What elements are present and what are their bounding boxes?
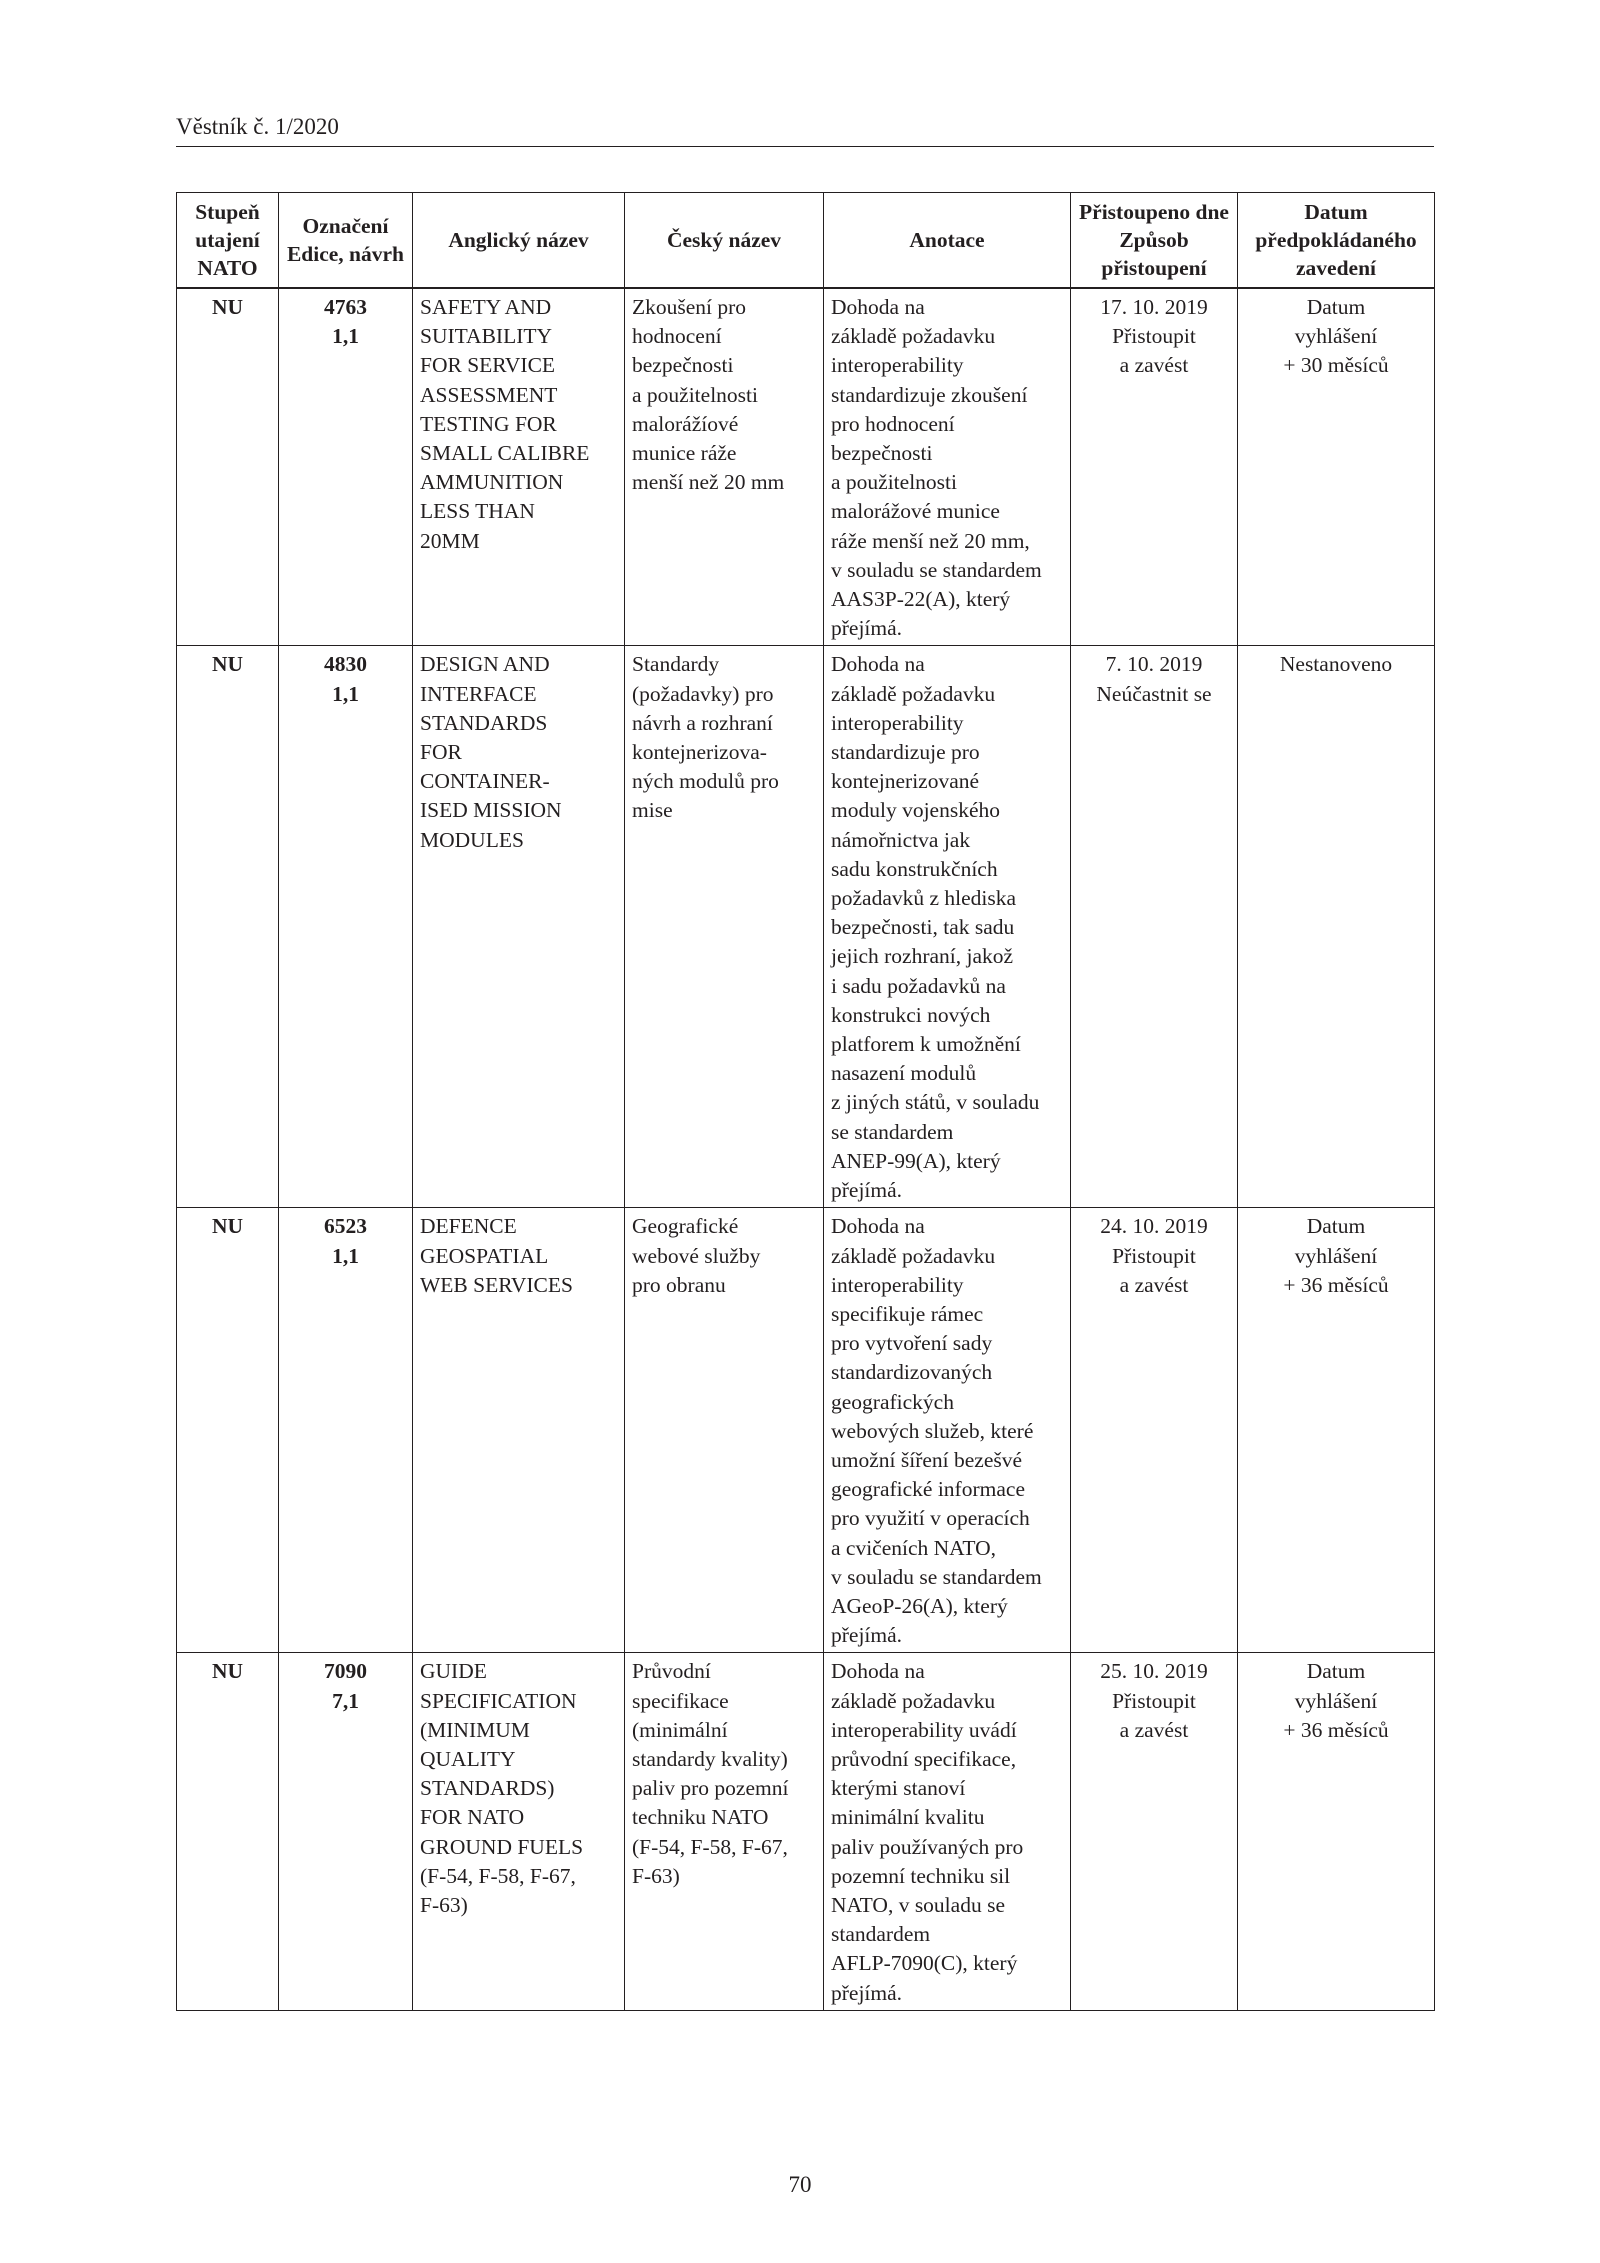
classification-cell: [177, 1653, 279, 2010]
cell-line: DEFENCE: [420, 1214, 517, 1239]
annotation-cell: [824, 1208, 1071, 1653]
cell-line: průvodní specifikace,: [831, 1746, 1017, 1771]
cell-line: vyhlášení: [1294, 324, 1378, 349]
czech-name-cell: [625, 1653, 824, 2010]
cell-line: sadu konstrukčních: [831, 856, 998, 881]
column-header-classification: [177, 193, 279, 289]
cell-line: MODULES: [420, 827, 524, 852]
cell-line: 4830: [324, 652, 367, 677]
cell-line: NU: [211, 652, 244, 677]
cell-line: QUALITY: [420, 1746, 516, 1771]
cell-line: Dohoda na: [831, 652, 925, 677]
cell-line: webové služby: [632, 1243, 761, 1268]
cell-line: návrh a rozhraní: [632, 710, 773, 735]
table-row: [177, 288, 1435, 646]
cell-line: SMALL CALIBRE: [420, 441, 590, 466]
table-row: [177, 646, 1435, 1208]
implementation-cell: [1238, 288, 1435, 646]
cell-line: interoperability: [831, 353, 964, 378]
cell-line: (F-54, F-58, F-67,: [420, 1863, 576, 1888]
cell-line: 24. 10. 2019: [1100, 1214, 1208, 1239]
cell-line: a zavést: [1119, 1717, 1189, 1742]
column-header-line: Přistoupeno dne: [1079, 200, 1229, 224]
cell-line: základě požadavku: [831, 324, 996, 349]
cell-line: ANEP-99(A), který: [831, 1148, 1001, 1173]
implementation-cell: [1238, 1653, 1435, 2010]
cell-line: FOR: [420, 740, 462, 765]
column-header-line: Anotace: [909, 228, 985, 252]
cell-line: SPECIFICATION: [420, 1688, 577, 1713]
cell-line: ráže menší než 20 mm,: [831, 528, 1030, 553]
cell-line: pro obranu: [632, 1272, 726, 1297]
cell-line: Zkoušení pro: [632, 295, 747, 319]
column-header-line: Edice, návrh: [286, 242, 405, 266]
column-header-accession: [1071, 193, 1238, 289]
cell-line: ISED MISSION: [420, 798, 562, 823]
cell-line: a použitelnosti: [632, 382, 758, 407]
cell-line: Datum: [1306, 295, 1366, 319]
english-name-cell: [413, 288, 625, 646]
cell-line: přejímá.: [831, 1178, 903, 1203]
implementation-cell: [1238, 646, 1435, 1208]
column-header-czech-name: [625, 193, 824, 289]
page-header: [176, 112, 1434, 147]
header-title: Věstník č. 1/2020: [176, 114, 339, 139]
cell-line: přejímá.: [831, 1623, 903, 1648]
cell-line: 1,1: [332, 324, 359, 349]
table-row: [177, 1653, 1435, 2010]
cell-line: 1,1: [332, 681, 359, 706]
column-header-line: Anglický název: [448, 228, 589, 252]
cell-line: i sadu požadavků na: [831, 973, 1006, 998]
cell-line: bezpečnosti: [632, 353, 734, 378]
cell-line: TESTING FOR: [420, 411, 557, 436]
cell-line: pro vytvoření sady: [831, 1331, 993, 1356]
cell-line: standardizovaných: [831, 1360, 993, 1385]
cell-line: hodnocení: [632, 324, 722, 349]
column-header-line: přistoupení: [1101, 256, 1207, 280]
cell-line: moduly vojenského: [831, 798, 1000, 823]
column-header-designation: [279, 193, 413, 289]
annotation-cell: [824, 1653, 1071, 2010]
column-header-line: předpokládaného: [1255, 228, 1417, 252]
cell-line: platforem k umožnění: [831, 1032, 1021, 1057]
cell-line: mise: [632, 798, 673, 823]
cell-line: AGeoP-26(A), který: [831, 1593, 1008, 1618]
cell-line: kontejnerizova-: [632, 740, 767, 765]
cell-line: GEOSPATIAL: [420, 1243, 549, 1268]
cell-line: v souladu se standardem: [831, 1564, 1042, 1589]
cell-line: 7. 10. 2019: [1105, 652, 1203, 677]
cell-line: a zavést: [1119, 1272, 1189, 1297]
cell-line: (požadavky) pro: [632, 681, 774, 706]
column-header-implementation: [1238, 193, 1435, 289]
czech-name-cell: [625, 646, 824, 1208]
cell-line: Nestanoveno: [1279, 652, 1393, 677]
cell-line: (MINIMUM: [420, 1717, 530, 1742]
cell-line: geografických: [831, 1389, 954, 1414]
cell-line: (F-54, F-58, F-67,: [632, 1834, 788, 1859]
cell-line: přejímá.: [831, 616, 903, 641]
cell-line: základě požadavku: [831, 1243, 996, 1268]
cell-line: standardizuje zkoušení: [831, 382, 1028, 407]
cell-line: Přistoupit: [1112, 1243, 1196, 1268]
cell-line: konstrukci nových: [831, 1002, 991, 1027]
cell-line: nasazení modulů: [831, 1061, 977, 1086]
czech-name-cell: [625, 288, 824, 646]
cell-line: techniku NATO: [632, 1805, 769, 1830]
annotation-cell: [824, 288, 1071, 646]
cell-line: AFLP-7090(C), který: [831, 1951, 1018, 1976]
cell-line: 4763: [324, 295, 367, 319]
cell-line: munice ráže: [632, 441, 737, 466]
header-row: [177, 193, 1435, 289]
cell-line: + 36 měsíců: [1283, 1272, 1389, 1297]
cell-line: geografické informace: [831, 1477, 1025, 1502]
cell-line: v souladu se standardem: [831, 557, 1042, 582]
annotation-cell: [824, 646, 1071, 1208]
cell-line: kterými stanoví: [831, 1776, 966, 1801]
accession-cell: [1071, 1208, 1238, 1653]
cell-line: specifikace: [632, 1688, 729, 1713]
page-number: 70: [788, 2172, 812, 2197]
cell-line: Standardy: [632, 652, 720, 677]
cell-line: kontejnerizované: [831, 769, 980, 794]
cell-line: NATO, v souladu se: [831, 1892, 1005, 1917]
cell-line: 1,1: [332, 1243, 359, 1268]
cell-line: 20MM: [420, 528, 480, 553]
cell-line: základě požadavku: [831, 1688, 996, 1713]
cell-line: bezpečnosti: [831, 441, 933, 466]
cell-line: menší než 20 mm: [632, 470, 785, 495]
cell-line: NU: [211, 295, 244, 319]
cell-line: 7,1: [332, 1688, 359, 1713]
cell-line: INTERFACE: [420, 681, 537, 706]
cell-line: Přistoupit: [1112, 1688, 1196, 1713]
english-name-cell: [413, 1653, 625, 2010]
cell-line: GUIDE: [420, 1659, 487, 1684]
cell-line: interoperability: [831, 710, 964, 735]
cell-line: přejímá.: [831, 1980, 903, 2005]
cell-line: a použitelnosti: [831, 470, 957, 495]
cell-line: pro využití v operacích: [831, 1506, 1030, 1531]
cell-line: AAS3P-22(A), který: [831, 587, 1011, 612]
cell-line: 17. 10. 2019: [1100, 295, 1208, 319]
cell-line: F-63): [420, 1892, 468, 1917]
cell-line: malorážové munice: [831, 499, 1000, 524]
cell-line: F-63): [632, 1863, 680, 1888]
cell-line: vyhlášení: [1294, 1688, 1378, 1713]
cell-line: specifikuje rámec: [831, 1301, 984, 1326]
cell-line: DESIGN AND: [420, 652, 550, 677]
cell-line: 7090: [324, 1659, 367, 1684]
column-header-line: zavedení: [1295, 256, 1377, 280]
column-header-line: utajení: [195, 228, 260, 252]
cell-line: (minimální: [632, 1717, 728, 1742]
designation-cell: [279, 1653, 413, 2010]
cell-line: základě požadavku: [831, 681, 996, 706]
accession-cell: [1071, 288, 1238, 646]
stanag-table: [176, 192, 1435, 2011]
cell-line: standardem: [831, 1922, 931, 1947]
cell-line: paliv pro pozemní: [632, 1776, 789, 1801]
english-name-cell: [413, 646, 625, 1208]
cell-line: minimální kvalitu: [831, 1805, 985, 1830]
czech-name-cell: [625, 1208, 824, 1653]
cell-line: Datum: [1306, 1214, 1366, 1239]
cell-line: ASSESSMENT: [420, 382, 558, 407]
cell-line: standardy kvality): [632, 1746, 788, 1771]
cell-line: pozemní techniku sil: [831, 1863, 1011, 1888]
column-header-line: Způsob: [1119, 228, 1189, 252]
cell-line: GROUND FUELS: [420, 1834, 584, 1859]
implementation-cell: [1238, 1208, 1435, 1653]
cell-line: Dohoda na: [831, 1659, 925, 1684]
cell-line: umožní šíření bezešvé: [831, 1447, 1023, 1472]
cell-line: WEB SERVICES: [420, 1272, 573, 1297]
column-header-line: Stupeň: [195, 200, 260, 224]
column-header-line: Datum: [1304, 200, 1368, 224]
cell-line: + 30 měsíců: [1283, 353, 1389, 378]
cell-line: Datum: [1306, 1659, 1366, 1684]
cell-line: požadavků z hlediska: [831, 886, 1017, 911]
cell-line: SUITABILITY: [420, 324, 553, 349]
classification-cell: [177, 1208, 279, 1653]
cell-line: 6523: [324, 1214, 367, 1239]
cell-line: Přistoupit: [1112, 324, 1196, 349]
designation-cell: [279, 646, 413, 1208]
cell-line: LESS THAN: [420, 499, 535, 524]
accession-cell: [1071, 646, 1238, 1208]
cell-line: se standardem: [831, 1119, 954, 1144]
cell-line: malorážíové: [632, 411, 739, 436]
cell-line: NU: [211, 1659, 244, 1684]
cell-line: interoperability uvádí: [831, 1717, 1017, 1742]
designation-cell: [279, 1208, 413, 1653]
cell-line: interoperability: [831, 1272, 964, 1297]
designation-cell: [279, 288, 413, 646]
accession-cell: [1071, 1653, 1238, 2010]
cell-line: NU: [211, 1214, 244, 1239]
cell-line: Dohoda na: [831, 295, 925, 319]
cell-line: FOR SERVICE: [420, 353, 556, 378]
classification-cell: [177, 646, 279, 1208]
cell-line: pro hodnocení: [831, 411, 955, 436]
cell-line: Neúčastnit se: [1096, 681, 1212, 706]
column-header-line: NATO: [197, 256, 258, 280]
cell-line: a zavést: [1119, 353, 1189, 378]
table-row: [177, 1208, 1435, 1653]
column-header-english-name: [413, 193, 625, 289]
cell-line: STANDARDS): [420, 1776, 555, 1801]
cell-line: a cvičeních NATO,: [831, 1535, 996, 1560]
cell-line: webových služeb, které: [831, 1418, 1034, 1443]
cell-line: AMMUNITION: [420, 470, 564, 495]
cell-line: námořnictva jak: [831, 827, 971, 852]
cell-line: ných modulů pro: [632, 769, 779, 794]
column-header-line: Označení: [302, 214, 389, 238]
cell-line: paliv používaných pro: [831, 1834, 1024, 1859]
cell-line: bezpečnosti, tak sadu: [831, 915, 1015, 940]
cell-line: z jiných států, v souladu: [831, 1090, 1040, 1115]
english-name-cell: [413, 1208, 625, 1653]
cell-line: CONTAINER-: [420, 769, 550, 794]
cell-line: STANDARDS: [420, 710, 548, 735]
cell-line: FOR NATO: [420, 1805, 525, 1830]
column-header-annotation: [824, 193, 1071, 289]
cell-line: vyhlášení: [1294, 1243, 1378, 1268]
cell-line: Dohoda na: [831, 1214, 925, 1239]
classification-cell: [177, 288, 279, 646]
cell-line: jejich rozhraní, jakož: [831, 944, 1014, 969]
column-header-line: Český název: [666, 228, 782, 252]
cell-line: SAFETY AND: [420, 295, 552, 319]
cell-line: 25. 10. 2019: [1100, 1659, 1208, 1684]
cell-line: Průvodní: [632, 1659, 711, 1684]
cell-line: standardizuje pro: [831, 740, 980, 765]
cell-line: Geografické: [632, 1214, 739, 1239]
cell-line: + 36 měsíců: [1283, 1717, 1389, 1742]
